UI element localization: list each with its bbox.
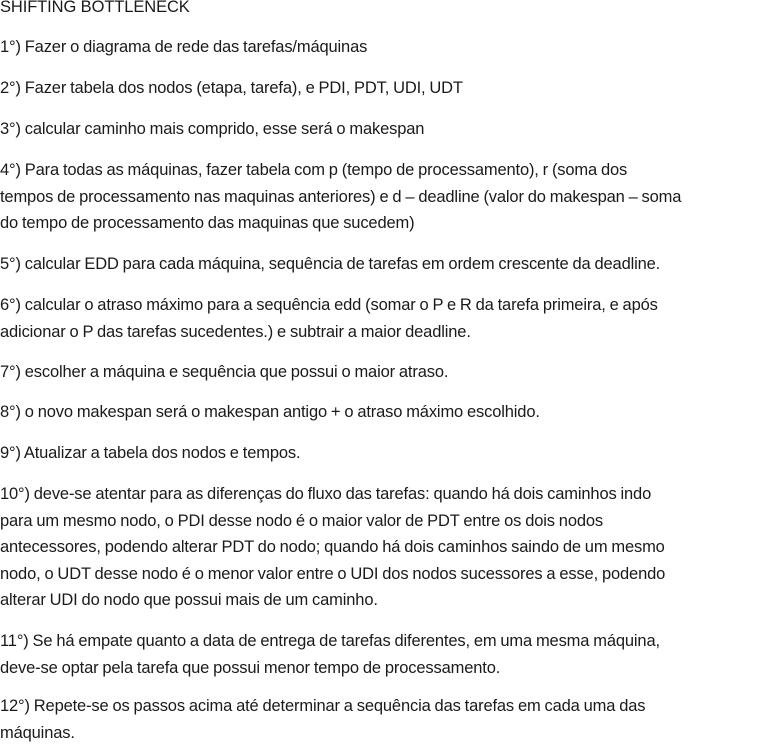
step-12-line-2: máquinas. bbox=[0, 720, 771, 746]
step-11-line-1: 11°) Se há empate quanto a data de entrega de tarefas diferentes, em uma mesma máquina, bbox=[0, 628, 771, 655]
step-5 bbox=[0, 251, 771, 278]
step-4-line-2: tempos de processamento nas maquinas anteriores) e d – deadline (valor do makespan – soma bbox=[0, 184, 771, 211]
step-4-line-3: do tempo de processamento das maquinas que sucedem) bbox=[0, 210, 771, 237]
step-3 bbox=[0, 116, 771, 143]
step-2 bbox=[0, 75, 771, 102]
step-10-line-2: para um mesmo nodo, o PDI desse nodo é o maior valor de PDT entre os dois nodos bbox=[0, 508, 771, 535]
step-10 bbox=[0, 481, 771, 614]
step-3-line-1: 3°) calcular caminho mais comprido, esse será o makespan bbox=[0, 116, 771, 143]
step-9-line-1: 9°) Atualizar a tabela dos nodos e tempos. bbox=[0, 440, 771, 467]
step-6-line-2: adicionar o P das tarefas sucedentes.) e subtrair a maior deadline. bbox=[0, 319, 771, 346]
step-10-line-4: nodo, o UDT desse nodo é o menor valor entre o UDI dos nodos sucessores a esse, podendo bbox=[0, 561, 771, 588]
step-6-line-1: 6°) calcular o atraso máximo para a sequência edd (somar o P e R da tarefa primeira, e após bbox=[0, 292, 771, 319]
document-title: SHIFTING BOTTLENECK bbox=[0, 0, 190, 20]
step-6 bbox=[0, 292, 771, 345]
step-10-line-5: alterar UDI do nodo que possui mais de um caminho. bbox=[0, 587, 771, 614]
step-2-line-1: 2°) Fazer tabela dos nodos (etapa, tarefa), e PDI, PDT, UDI, UDT bbox=[0, 75, 771, 102]
step-1-line-1: 1°) Fazer o diagrama de rede das tarefas/máquinas bbox=[0, 34, 771, 61]
step-4 bbox=[0, 157, 771, 237]
step-7 bbox=[0, 359, 771, 386]
step-9 bbox=[0, 440, 771, 467]
step-11-line-2: deve-se optar pela tarefa que possui menor tempo de processamento. bbox=[0, 655, 771, 682]
step-10-line-1: 10°) deve-se atentar para as diferenças do fluxo das tarefas: quando há dois caminhos indo bbox=[0, 481, 771, 508]
step-4-line-1: 4°) Para todas as máquinas, fazer tabela com p (tempo de processamento), r (soma dos bbox=[0, 157, 771, 184]
step-1 bbox=[0, 34, 771, 61]
step-12 bbox=[0, 693, 771, 746]
step-5-line-1: 5°) calcular EDD para cada máquina, sequência de tarefas em ordem crescente da deadline. bbox=[0, 251, 771, 278]
step-8-line-1: 8°) o novo makespan será o makespan antigo + o atraso máximo escolhido. bbox=[0, 399, 771, 426]
step-11 bbox=[0, 628, 771, 681]
step-12-line-1: 12°) Repete-se os passos acima até determinar a sequência das tarefas em cada uma das bbox=[0, 693, 771, 720]
step-8 bbox=[0, 399, 771, 426]
step-7-line-1: 7°) escolher a máquina e sequência que possui o maior atraso. bbox=[0, 359, 771, 386]
step-10-line-3: antecessores, podendo alterar PDT do nodo; quando há dois caminhos saindo de um mesmo bbox=[0, 534, 771, 561]
